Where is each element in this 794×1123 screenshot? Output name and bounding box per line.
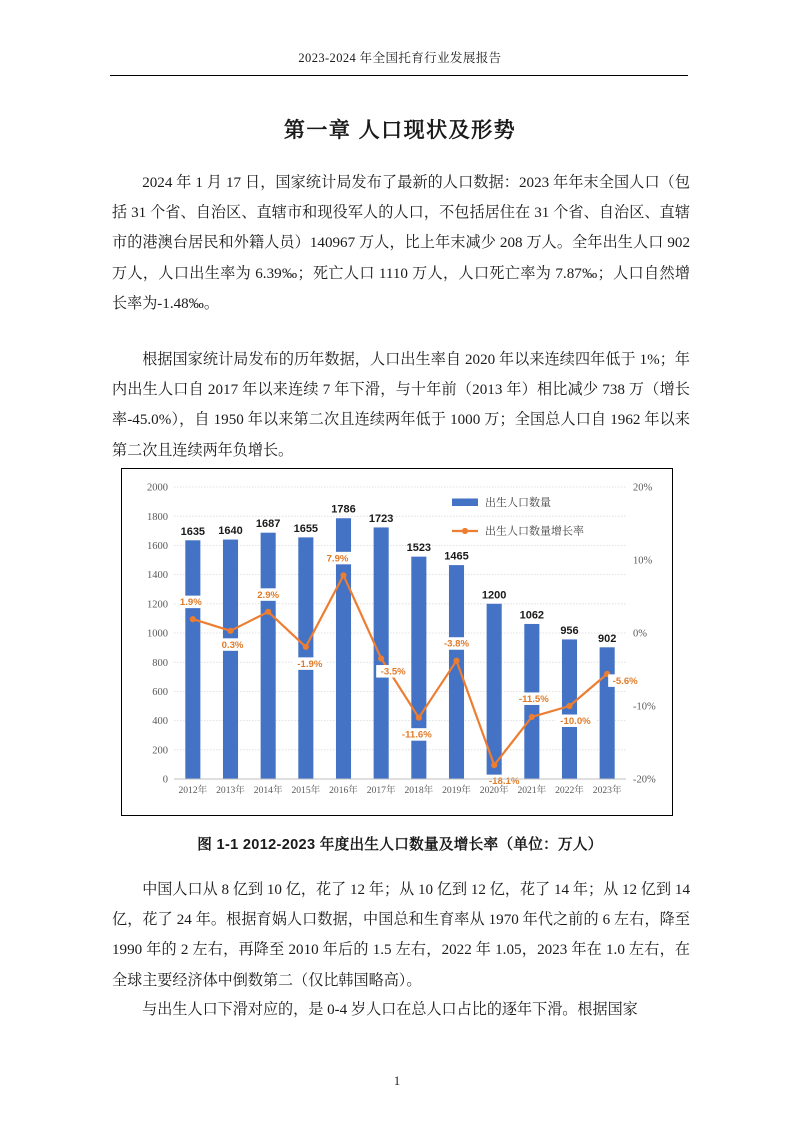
rate-value-label: -18.1%: [488, 776, 520, 788]
line-marker: [265, 609, 271, 615]
rate-value-label: -11.6%: [401, 729, 432, 741]
x-axis-category-label: 2021年: [517, 785, 547, 796]
line-marker: [378, 655, 384, 661]
rate-value-label: 1.9%: [179, 597, 202, 609]
figure-caption: 图 1-1 2012-2023 年度出生人口数量及增长率（单位：万人）: [197, 837, 603, 853]
x-axis-category-label: 2012年: [178, 785, 208, 796]
bar: [185, 540, 200, 779]
x-axis-category-label: 2015年: [291, 785, 321, 796]
left-axis-tick: 600: [152, 687, 168, 698]
x-axis-category-label: 2016年: [329, 785, 358, 796]
bar: [261, 533, 276, 779]
line-marker: [529, 714, 535, 720]
left-axis-tick: 1200: [147, 599, 168, 611]
birth-population-chart: [122, 469, 672, 815]
left-axis-tick: 1800: [147, 511, 168, 523]
line-marker: [416, 715, 422, 721]
bar-value-label: 902: [597, 632, 617, 645]
bar-value-label: 1687: [255, 518, 281, 531]
paragraph-3: [112, 875, 690, 996]
rate-value-label: 0.3%: [221, 639, 244, 651]
bar-value-label: 956: [560, 624, 579, 637]
chart-svg: [122, 469, 672, 815]
legend-marker-line: [462, 528, 468, 534]
x-axis-category-label: 2018年: [404, 785, 434, 796]
x-axis-category-label: 2023年: [592, 785, 622, 796]
bar-value-label: 1640: [218, 525, 243, 538]
right-axis-tick: -20%: [633, 774, 656, 786]
legend-swatch-bar: [452, 499, 478, 507]
x-axis-category-label: 2020年: [479, 785, 509, 796]
left-axis-tick: 0: [162, 774, 168, 786]
line-marker: [340, 572, 346, 578]
rate-value-label: -3.8%: [443, 638, 470, 650]
header-divider: [110, 75, 688, 76]
right-axis-tick: 0%: [633, 628, 647, 640]
x-axis-category-label: 2013年: [216, 785, 245, 796]
left-axis-tick: 400: [152, 716, 168, 728]
bar-value-label: 1062: [519, 609, 545, 622]
paragraph-2-text: 根据国家统计局发布的历年数据，人口出生率自 2020 年以来连续四年低于 1%；年内出生人口自 2017 年以来连续 7 年下滑，与十年前（2013 年）相比减少 738 万（增长率-45.0%），自 1950 年以来第二次且连续两年低于 1000 万；全国总人口自 1962 年以来第二次且连续两年负增长。: [112, 352, 690, 459]
line-marker: [227, 628, 233, 634]
page-number: 1: [393, 1074, 401, 1088]
rate-value-label: -1.9%: [297, 658, 323, 670]
right-axis-tick: -10%: [633, 701, 656, 713]
line-marker: [491, 762, 497, 768]
x-axis-category-label: 2022年: [555, 785, 584, 796]
rate-value-label: -11.5%: [518, 693, 549, 705]
legend-label-bar: 出生人口数量: [485, 497, 551, 510]
figure-container: [121, 468, 673, 816]
line-marker: [453, 658, 459, 664]
paragraph-3-text: 中国人口从 8 亿到 10 亿，花了 12 年；从 10 亿到 12 亿，花了 14 年；从 12 亿到 14 亿，花了 24 年。根据育娲人口数据，中国总和生育率从 1970 年代之前的 6 左右，降至 1990 年的 2 左右，再降至 2010 年后的 1.5 左右，2022 年 1.05，2023 年在 1.0 左右，在全球主要经济体中倒数第二（仅比韩国略高）。: [112, 882, 690, 989]
bar-value-label: 1723: [368, 512, 394, 525]
rate-value-label: -10.0%: [560, 716, 591, 727]
bar: [449, 565, 464, 779]
rate-value-label: 2.9%: [257, 589, 280, 601]
bar-value-label: 1523: [406, 542, 432, 555]
rate-value-label: -3.5%: [380, 666, 406, 678]
bar: [374, 527, 389, 779]
x-axis-category-label: 2019年: [442, 785, 471, 796]
legend-label-line: 出生人口数量增长率: [485, 525, 584, 538]
right-axis-tick: 10%: [633, 555, 653, 567]
left-axis-tick: 800: [152, 657, 168, 669]
paragraph-1-text: 2024 年 1 月 17 日，国家统计局发布了最新的人口数据：2023 年年末全国人口（包括 31 个省、自治区、直辖市和现役军人的人口，不包括居住在 31 个省、自治区、直辖市的港澳台居民和外籍人员）140967 万人，比上年末减少 208 万人。全年出生人口 902 万人，人口出生率为 6.39‰；死亡人口 1110 万人，人口死亡率为 7.87‰；人口自然增长率为-1.48‰。: [112, 175, 690, 312]
left-axis-tick: 1400: [147, 570, 168, 582]
paragraph-2: [112, 345, 690, 466]
bar: [223, 540, 238, 779]
bar: [562, 639, 577, 779]
left-axis-tick: 200: [152, 745, 168, 757]
running-header: 2023-2024 年全国托育行业发展报告: [298, 51, 502, 65]
bar-value-label: 1655: [293, 522, 319, 535]
x-axis-category-label: 2017年: [366, 785, 396, 796]
paragraph-4-text: 与出生人口下滑对应的，是 0-4 岁人口在总人口占比的逐年下滑。根据国家: [142, 1002, 638, 1018]
left-axis-tick: 1600: [147, 541, 168, 552]
line-marker: [566, 703, 572, 709]
bar: [600, 647, 615, 779]
left-axis-tick: 1000: [147, 628, 168, 640]
bar-value-label: 1635: [180, 525, 206, 538]
paragraph-4: [112, 995, 690, 1025]
rate-value-label: 7.9%: [326, 553, 349, 565]
right-axis-tick: 20%: [633, 482, 653, 494]
paragraph-1: [112, 168, 690, 319]
line-marker: [303, 644, 309, 650]
bar-value-label: 1465: [444, 550, 469, 563]
x-axis-category-label: 2014年: [253, 785, 283, 796]
bar-value-label: 1200: [481, 589, 507, 602]
line-marker: [190, 616, 196, 622]
page-title: 第一章 人口现状及形势: [283, 119, 517, 143]
rate-value-label: -5.6%: [612, 675, 638, 687]
bar: [411, 557, 426, 779]
left-axis-tick: 2000: [147, 482, 168, 494]
bar-value-label: 1786: [331, 503, 356, 516]
